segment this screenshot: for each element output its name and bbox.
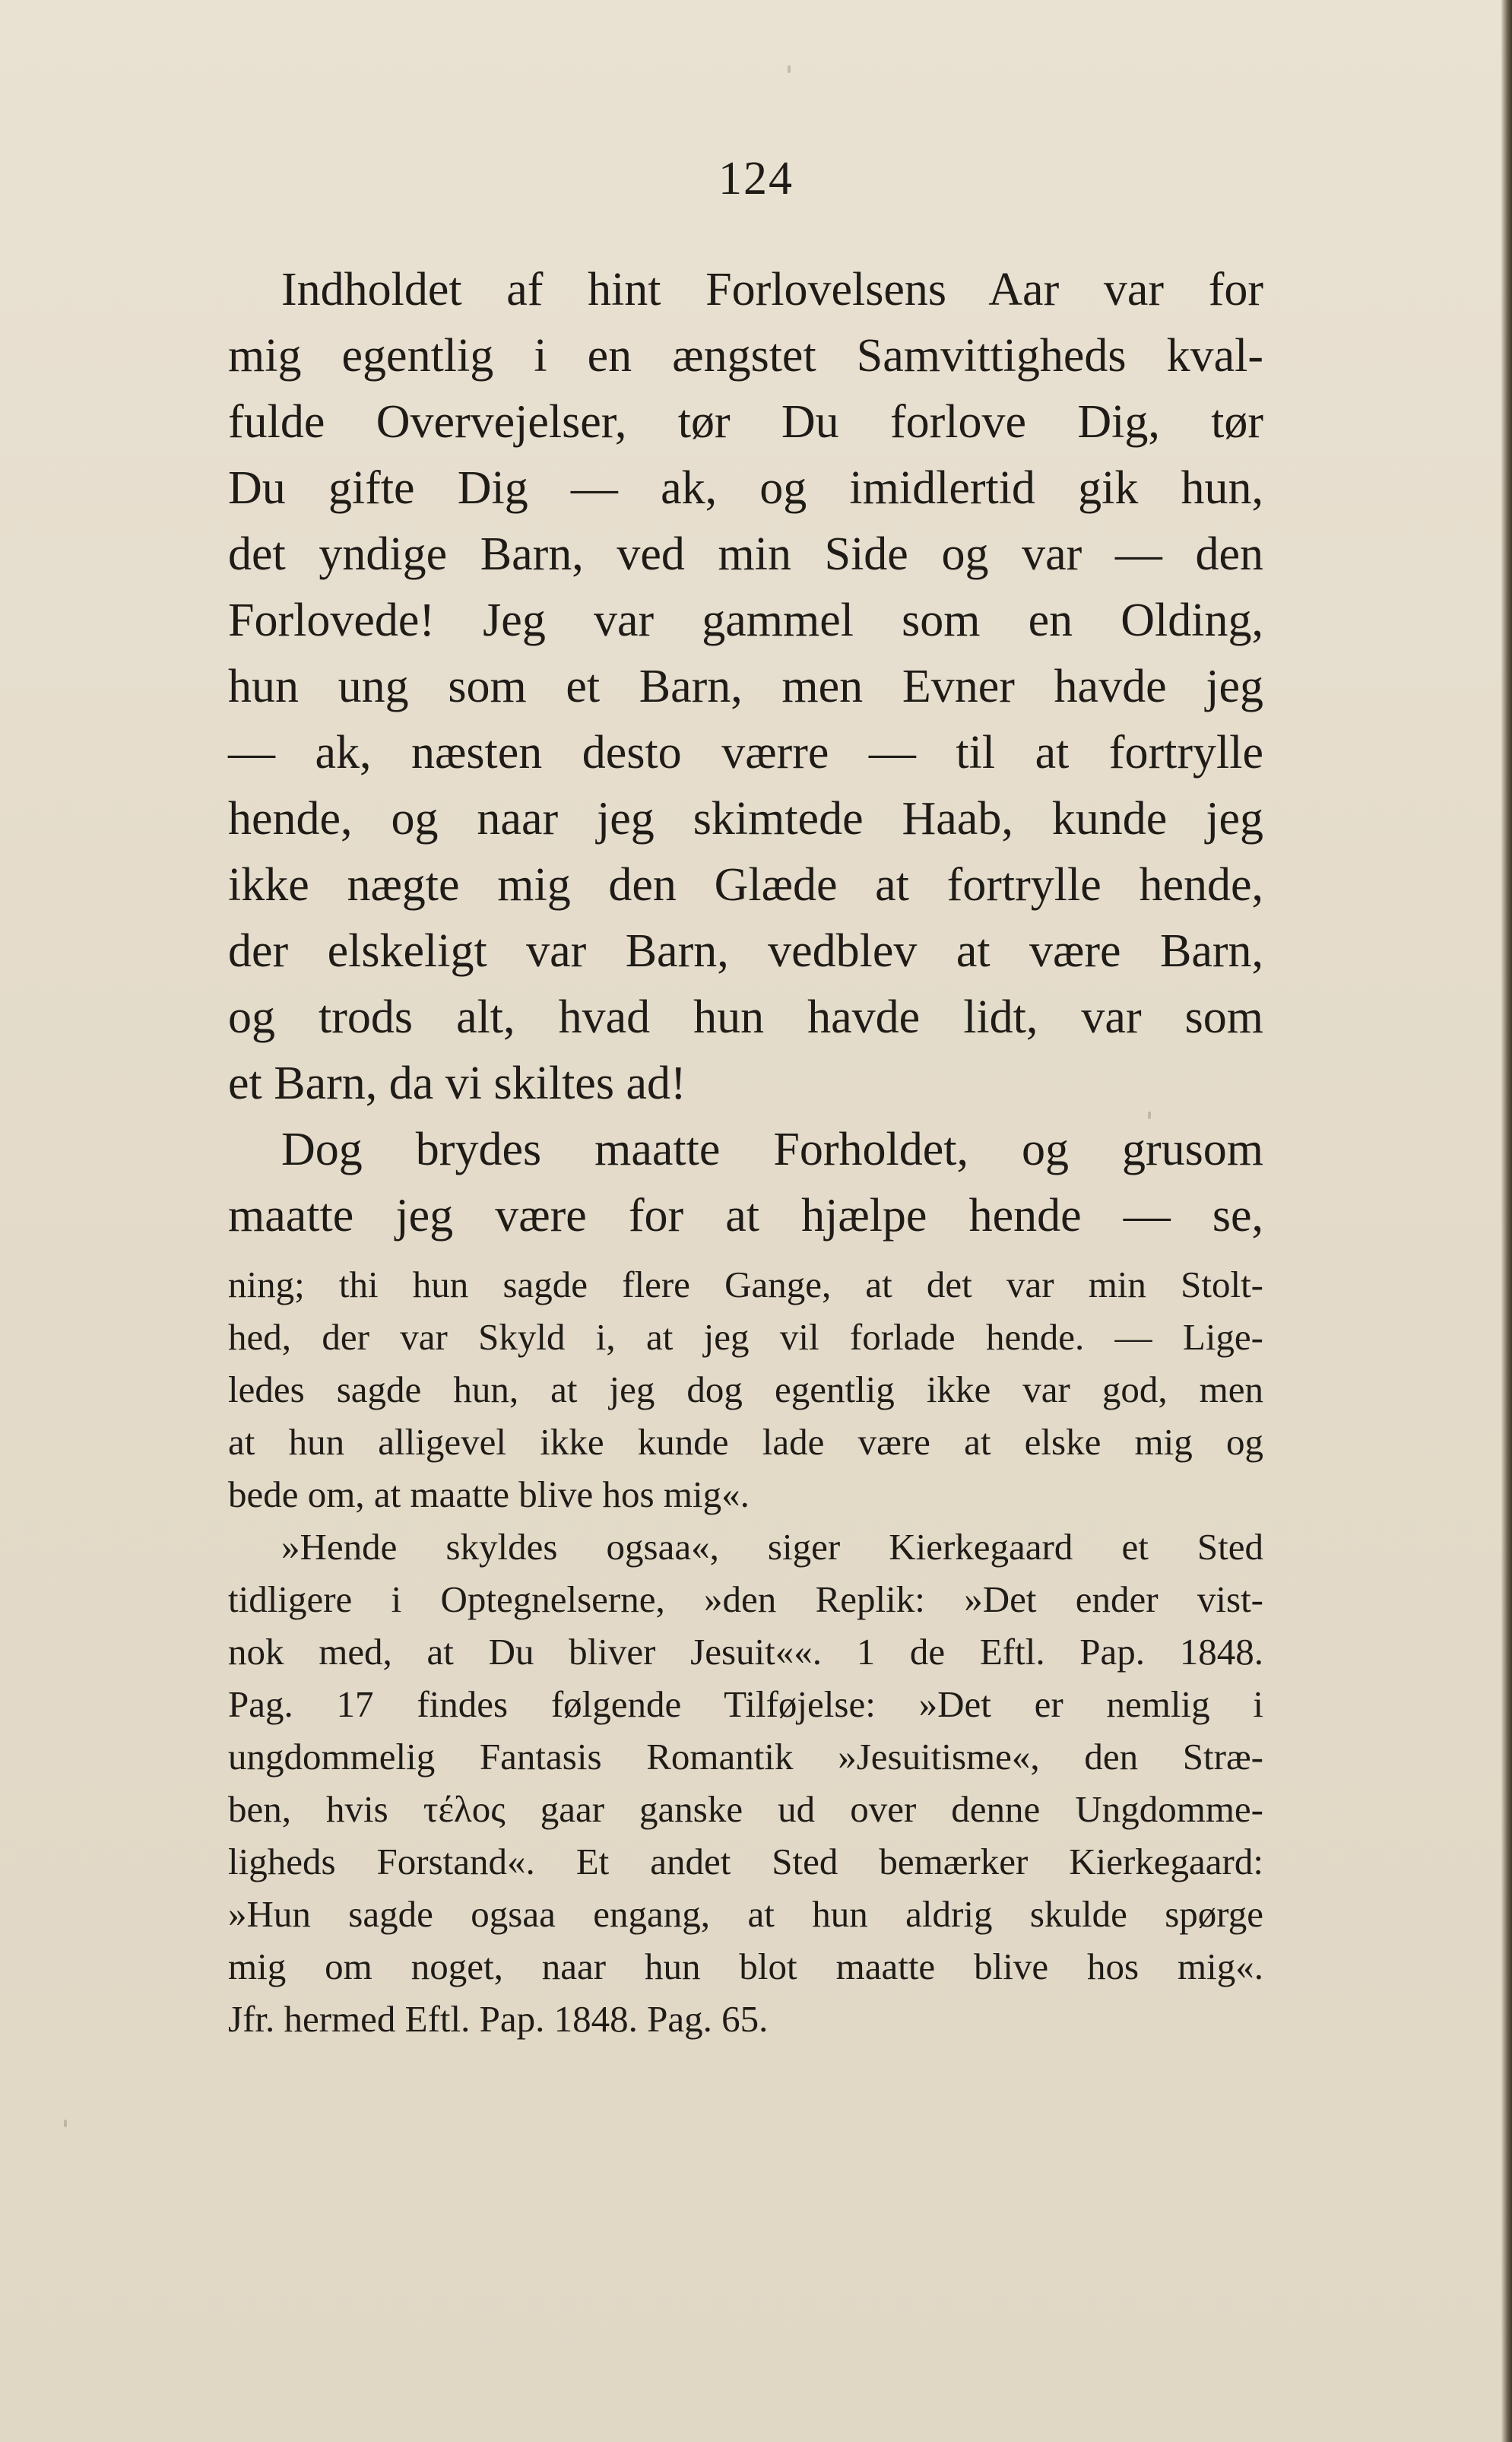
text-line: et Barn, da vi skiltes ad!	[228, 1058, 686, 1109]
text-line: det yndige Barn, ved min Side og var — den	[228, 528, 1263, 580]
footnote-block	[228, 1258, 1263, 2045]
text-line: Du gifte Dig — ak, og imidlertid gik hun,	[228, 462, 1263, 514]
text-line: fulde Overvejelser, tør Du forlove Dig, tør	[228, 396, 1263, 448]
text-line: der elskeligt var Barn, vedblev at være Barn,	[228, 925, 1263, 977]
text-line: hende, og naar jeg skimtede Haab, kunde jeg	[228, 793, 1263, 845]
footnote-line: hed, der var Skyld i, at jeg vil forlade hende. — Lige-	[228, 1316, 1263, 1358]
footnote-line: ungdommelig Fantasis Romantik »Jesuitisme«, den Stræ-	[228, 1736, 1263, 1778]
footnote-line: at hun alligevel ikke kunde lade være at elske mig og	[228, 1421, 1263, 1463]
footnote-line: ligheds Forstand«. Et andet Sted bemærker Kierkegaard:	[228, 1841, 1263, 1882]
footnote-line: ning; thi hun sagde flere Gange, at det var min Stolt-	[228, 1264, 1263, 1305]
page-edge-shadow	[1501, 0, 1512, 2442]
text-line: Forlovede! Jeg var gammel som en Olding,	[228, 595, 1263, 646]
main-text-body	[228, 257, 1263, 1249]
footnote-line: »Hun sagde ogsaa engang, at hun aldrig skulde spørge	[228, 1893, 1263, 1935]
text-line: — ak, næsten desto værre — til at fortrylle	[228, 727, 1263, 779]
footnote-line: mig om noget, naar hun blot maatte blive hos mig«.	[228, 1946, 1263, 1987]
footnote-line: Jfr. hermed Eftl. Pap. 1848. Pag. 65.	[228, 1998, 769, 2040]
paper-speck	[64, 2120, 67, 2127]
page-number: 124	[718, 153, 794, 205]
footnote-line: ledes sagde hun, at jeg dog egentlig ikke var god, men	[228, 1368, 1263, 1410]
text-line: og trods alt, hvad hun havde lidt, var som	[228, 991, 1263, 1043]
text-line: maatte jeg være for at hjælpe hende — se,	[228, 1190, 1263, 1242]
footnote-line: »Hende skyldes ogsaa«, siger Kierkegaard et Sted	[281, 1526, 1263, 1568]
footnote-line: tidligere i Optegnelserne, »den Replik: »Det ender vist-	[228, 1578, 1263, 1620]
footnote-line: Pag. 17 findes følgende Tilføjelse: »Det er nemlig i	[228, 1683, 1263, 1725]
text-line: mig egentlig i en ængstet Samvittigheds kval-	[228, 330, 1263, 382]
footnote-line: bede om, at maatte blive hos mig«.	[228, 1473, 750, 1515]
text-line: Indholdet af hint Forlovelsens Aar var for	[281, 264, 1263, 316]
footnote-line: ben, hvis τέλος gaar ganske ud over denne Ungdomme-	[228, 1788, 1263, 1830]
text-line: hun ung som et Barn, men Evner havde jeg	[228, 661, 1263, 712]
paper-speck	[788, 65, 791, 73]
text-line: ikke nægte mig den Glæde at fortrylle hende,	[228, 859, 1263, 911]
text-line: Dog brydes maatte Forholdet, og grusom	[281, 1124, 1263, 1175]
footnote-line: nok med, at Du bliver Jesuit««. 1 de Eftl. Pap. 1848.	[228, 1631, 1263, 1673]
